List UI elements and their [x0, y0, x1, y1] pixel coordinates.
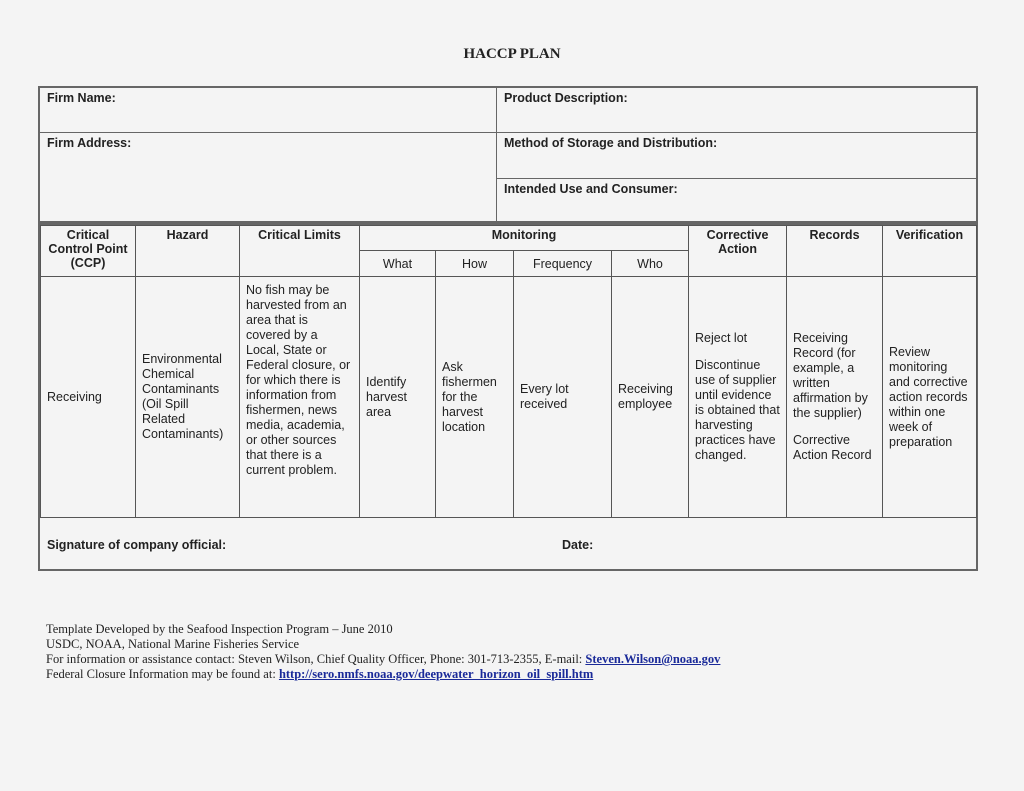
contact-text: For information or assistance contact: Steven Wilson, Chief Quality Officer, Phone: 301-713-2355, E-mail:: [46, 652, 586, 666]
cell-hazard: Environmental Chemical Contaminants (Oil Spill Related Contaminants): [136, 277, 240, 518]
col-header-records: Records: [787, 226, 883, 277]
records-2: Corrective Action Record: [793, 433, 872, 462]
cell-critical-limits: No fish may be harvested from an area that is covered by a Local, State or Federal closure, or for which there is information from fishermen, news media, academia, or other sources that there is a current problem.: [240, 277, 360, 518]
firm-address-field[interactable]: [40, 133, 497, 221]
storage-distribution-field[interactable]: [497, 133, 976, 179]
date-label: Date:: [562, 538, 594, 552]
cell-corrective-action: [689, 277, 787, 518]
cell-what: Identify harvest area: [360, 277, 436, 518]
closure-text: Federal Closure Information may be found at:: [46, 667, 279, 681]
email-link[interactable]: Steven.Wilson@noaa.gov: [585, 652, 721, 666]
col-header-verification: Verification: [883, 226, 977, 277]
firm-name-field[interactable]: [40, 88, 497, 133]
footer-line-template: Template Developed by the Seafood Inspection Program – June 2010: [46, 622, 393, 636]
document-title: HACCP PLAN: [463, 46, 561, 62]
product-description-field[interactable]: [497, 88, 976, 133]
closure-info-link[interactable]: http://sero.nmfs.noaa.gov/deepwater_horizon_oil_spill.htm: [278, 667, 594, 681]
header-row: [41, 226, 977, 251]
cell-records: [787, 277, 883, 518]
records-1: Receiving Record (for example, a written affirmation by the supplier): [793, 331, 868, 420]
col-header-hazard: Hazard: [136, 226, 240, 277]
footer-line-agency: USDC, NOAA, National Marine Fisheries Service: [46, 637, 300, 651]
cell-frequency: Every lot received: [514, 277, 612, 518]
haccp-table: [40, 225, 977, 518]
cell-who: Receiving employee: [612, 277, 689, 518]
cell-how: Ask fishermen for the harvest location: [436, 277, 514, 518]
col-header-what: What: [360, 251, 436, 277]
storage-distribution-label: Method of Storage and Distribution:: [504, 136, 718, 150]
corrective-action-1: Reject lot: [695, 331, 748, 345]
cell-verification: Review monitoring and corrective action records within one week of preparation: [883, 277, 977, 518]
corrective-action-2: Discontinue use of supplier until evidence is obtained that harvesting practices have changed.: [695, 358, 780, 462]
col-header-critical-limits: Critical Limits: [240, 226, 360, 277]
footer-notes: [46, 622, 720, 682]
header-fields-box: [38, 86, 978, 223]
cell-ccp: Receiving: [41, 277, 136, 518]
firm-address-label: Firm Address:: [47, 136, 132, 150]
signature-label: Signature of company official:: [47, 538, 227, 552]
footer-line-contact: [46, 652, 720, 667]
haccp-table-box: [38, 223, 978, 571]
col-header-who: Who: [612, 251, 689, 277]
product-description-label: Product Description:: [504, 91, 628, 105]
col-header-monitoring: Monitoring: [360, 226, 689, 251]
col-header-corrective-action: Corrective Action: [689, 226, 787, 277]
footer-line-closure: [46, 667, 720, 682]
col-header-ccp: Critical Control Point (CCP): [41, 226, 136, 277]
col-header-how: How: [436, 251, 514, 277]
table-row: [41, 277, 977, 518]
intended-use-label: Intended Use and Consumer:: [504, 182, 678, 196]
firm-name-label: Firm Name:: [47, 91, 116, 105]
intended-use-field[interactable]: [497, 179, 976, 221]
signature-row: [40, 518, 976, 569]
col-header-frequency: Frequency: [514, 251, 612, 277]
